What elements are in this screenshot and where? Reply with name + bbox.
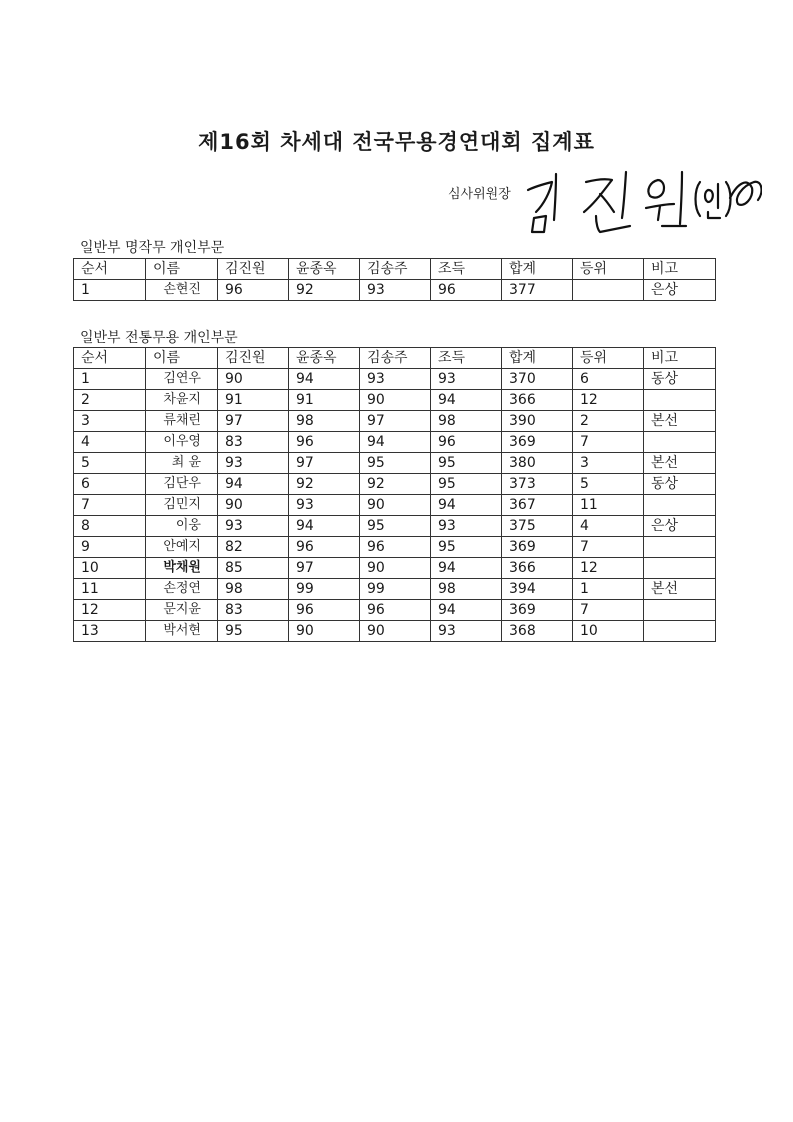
- cell-score: 93: [360, 369, 431, 390]
- cell-remarks: 본선: [644, 579, 716, 600]
- cell-total: 394: [502, 579, 573, 600]
- header-remarks: 비고: [644, 348, 716, 369]
- cell-score: 94: [218, 474, 289, 495]
- cell-order: 1: [74, 369, 146, 390]
- cell-score: 94: [431, 495, 502, 516]
- cell-name: 박서현: [146, 621, 218, 642]
- cell-total: 369: [502, 537, 573, 558]
- cell-order: 9: [74, 537, 146, 558]
- cell-score: 95: [360, 453, 431, 474]
- cell-score: 96: [431, 280, 502, 301]
- table-row: [74, 495, 716, 516]
- cell-name: 문지윤: [146, 600, 218, 621]
- cell-score: 93: [360, 280, 431, 301]
- table-header-row: [74, 348, 716, 369]
- cell-score: 94: [431, 558, 502, 579]
- header-judge-1: 김진원: [218, 348, 289, 369]
- header-judge-2: 윤종옥: [289, 259, 360, 280]
- cell-score: 98: [431, 579, 502, 600]
- table-row: [74, 432, 716, 453]
- cell-name: 이웅: [146, 516, 218, 537]
- cell-order: 4: [74, 432, 146, 453]
- cell-remarks: 본선: [644, 411, 716, 432]
- cell-name: 이우영: [146, 432, 218, 453]
- cell-score: 91: [289, 390, 360, 411]
- cell-name: 류채린: [146, 411, 218, 432]
- header-total: 합계: [502, 348, 573, 369]
- header-judge-3: 김송주: [360, 259, 431, 280]
- cell-remarks: [644, 537, 716, 558]
- cell-remarks: [644, 390, 716, 411]
- cell-rank: 7: [573, 600, 644, 621]
- cell-remarks: [644, 621, 716, 642]
- table-row: [74, 537, 716, 558]
- cell-score: 98: [289, 411, 360, 432]
- cell-name: 손현진: [146, 280, 218, 301]
- cell-score: 94: [360, 432, 431, 453]
- cell-score: 97: [289, 558, 360, 579]
- cell-score: 82: [218, 537, 289, 558]
- cell-score: 93: [218, 516, 289, 537]
- cell-order: 5: [74, 453, 146, 474]
- cell-score: 90: [218, 495, 289, 516]
- section-title-masterpiece: 일반부 명작무 개인부문: [80, 240, 225, 256]
- header-judge-2: 윤종옥: [289, 348, 360, 369]
- cell-total: 373: [502, 474, 573, 495]
- cell-score: 98: [218, 579, 289, 600]
- cell-rank: 7: [573, 537, 644, 558]
- cell-rank: 10: [573, 621, 644, 642]
- table-row: [74, 453, 716, 474]
- header-judge-4: 조득: [431, 348, 502, 369]
- cell-rank: 12: [573, 390, 644, 411]
- cell-name: 안예지: [146, 537, 218, 558]
- cell-score: 96: [289, 600, 360, 621]
- cell-rank: 11: [573, 495, 644, 516]
- cell-total: 366: [502, 390, 573, 411]
- cell-score: 94: [431, 390, 502, 411]
- cell-order: 6: [74, 474, 146, 495]
- cell-order: 1: [74, 280, 146, 301]
- cell-rank: 7: [573, 432, 644, 453]
- section-title-traditional: 일반부 전통무용 개인부문: [80, 330, 238, 346]
- cell-score: 90: [360, 390, 431, 411]
- cell-score: 92: [360, 474, 431, 495]
- cell-rank: 5: [573, 474, 644, 495]
- cell-score: 95: [431, 474, 502, 495]
- cell-score: 83: [218, 600, 289, 621]
- table-row: [74, 411, 716, 432]
- cell-score: 96: [289, 537, 360, 558]
- cell-total: 370: [502, 369, 573, 390]
- cell-score: 98: [431, 411, 502, 432]
- cell-name: 최 윤: [146, 453, 218, 474]
- cell-score: 95: [218, 621, 289, 642]
- header-judge-3: 김송주: [360, 348, 431, 369]
- cell-name: 김단우: [146, 474, 218, 495]
- cell-score: 94: [431, 600, 502, 621]
- judge-label: 심사위원장: [448, 187, 511, 202]
- header-judge-1: 김진원: [218, 259, 289, 280]
- header-judge-4: 조득: [431, 259, 502, 280]
- header-remarks: 비고: [644, 259, 716, 280]
- cell-total: 380: [502, 453, 573, 474]
- cell-remarks: 동상: [644, 474, 716, 495]
- cell-order: 7: [74, 495, 146, 516]
- table-row: [74, 600, 716, 621]
- table-row: [74, 558, 716, 579]
- cell-order: 2: [74, 390, 146, 411]
- cell-score: 93: [431, 621, 502, 642]
- judge-signature: [522, 168, 762, 238]
- cell-order: 3: [74, 411, 146, 432]
- cell-score: 83: [218, 432, 289, 453]
- cell-remarks: [644, 432, 716, 453]
- cell-order: 10: [74, 558, 146, 579]
- cell-score: 95: [360, 516, 431, 537]
- cell-score: 92: [289, 280, 360, 301]
- table-header-row: [74, 259, 716, 280]
- cell-rank: 3: [573, 453, 644, 474]
- cell-name: 손정연: [146, 579, 218, 600]
- table-row: [74, 579, 716, 600]
- cell-rank: 6: [573, 369, 644, 390]
- cell-score: 90: [360, 558, 431, 579]
- cell-name: 김연우: [146, 369, 218, 390]
- cell-score: 99: [360, 579, 431, 600]
- cell-order: 12: [74, 600, 146, 621]
- cell-rank: 1: [573, 579, 644, 600]
- cell-order: 8: [74, 516, 146, 537]
- cell-total: 375: [502, 516, 573, 537]
- cell-remarks: [644, 495, 716, 516]
- cell-score: 96: [360, 537, 431, 558]
- cell-score: 93: [289, 495, 360, 516]
- score-table-masterpiece: [73, 258, 716, 301]
- cell-score: 91: [218, 390, 289, 411]
- cell-score: 90: [289, 621, 360, 642]
- cell-rank: [573, 280, 644, 301]
- cell-order: 13: [74, 621, 146, 642]
- cell-total: 367: [502, 495, 573, 516]
- header-name: 이름: [146, 348, 218, 369]
- cell-total: 369: [502, 432, 573, 453]
- cell-score: 85: [218, 558, 289, 579]
- document-title: 제16회 차세대 전국무용경연대회 집계표: [198, 130, 595, 154]
- cell-score: 93: [431, 369, 502, 390]
- header-total: 합계: [502, 259, 573, 280]
- cell-name: 차윤지: [146, 390, 218, 411]
- cell-score: 90: [218, 369, 289, 390]
- cell-remarks: 본선: [644, 453, 716, 474]
- cell-score: 95: [431, 453, 502, 474]
- table-row: [74, 516, 716, 537]
- cell-rank: 12: [573, 558, 644, 579]
- cell-order: 11: [74, 579, 146, 600]
- cell-score: 94: [289, 369, 360, 390]
- cell-total: 368: [502, 621, 573, 642]
- table-row: [74, 369, 716, 390]
- cell-score: 93: [431, 516, 502, 537]
- cell-name: 박채원: [146, 558, 218, 579]
- cell-score: 92: [289, 474, 360, 495]
- cell-score: 99: [289, 579, 360, 600]
- cell-score: 94: [289, 516, 360, 537]
- cell-score: 93: [218, 453, 289, 474]
- cell-rank: 4: [573, 516, 644, 537]
- cell-score: 96: [360, 600, 431, 621]
- cell-score: 96: [431, 432, 502, 453]
- header-name: 이름: [146, 259, 218, 280]
- cell-score: 96: [289, 432, 360, 453]
- cell-total: 377: [502, 280, 573, 301]
- header-rank: 등위: [573, 348, 644, 369]
- cell-score: 90: [360, 621, 431, 642]
- cell-score: 97: [218, 411, 289, 432]
- cell-remarks: [644, 600, 716, 621]
- cell-score: 97: [360, 411, 431, 432]
- table-row: [74, 474, 716, 495]
- score-table-traditional: [73, 347, 716, 642]
- cell-score: 96: [218, 280, 289, 301]
- cell-remarks: 은상: [644, 280, 716, 301]
- cell-rank: 2: [573, 411, 644, 432]
- cell-name: 김민지: [146, 495, 218, 516]
- cell-total: 390: [502, 411, 573, 432]
- table-row: [74, 621, 716, 642]
- table-row: [74, 390, 716, 411]
- header-order: 순서: [74, 259, 146, 280]
- header-order: 순서: [74, 348, 146, 369]
- cell-total: 369: [502, 600, 573, 621]
- cell-remarks: 동상: [644, 369, 716, 390]
- cell-score: 95: [431, 537, 502, 558]
- cell-total: 366: [502, 558, 573, 579]
- header-rank: 등위: [573, 259, 644, 280]
- cell-remarks: 은상: [644, 516, 716, 537]
- cell-score: 90: [360, 495, 431, 516]
- table-row: [74, 280, 716, 301]
- cell-score: 97: [289, 453, 360, 474]
- cell-remarks: [644, 558, 716, 579]
